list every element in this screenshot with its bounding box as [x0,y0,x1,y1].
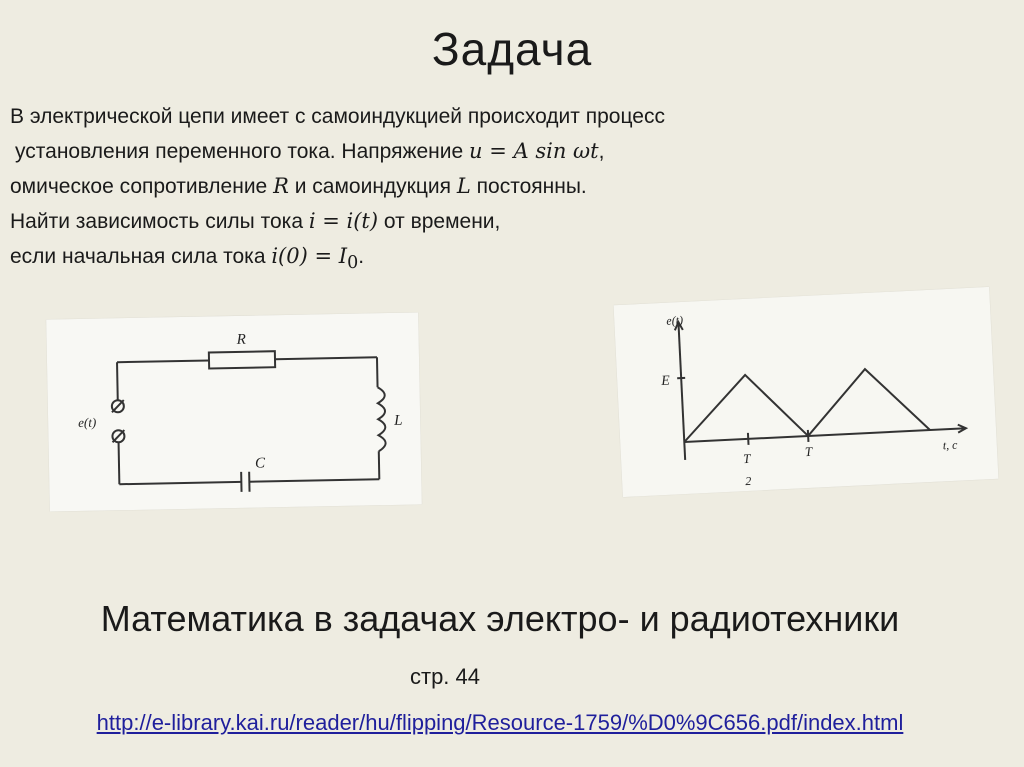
circuit-wire-left-top [117,362,118,400]
resistor-symbol [209,351,275,368]
source-link[interactable]: http://e-library.kai.ru/reader/hu/flipping/Resource-1759/%D0%9C656.pdf/index.html [96,710,904,735]
problem-line-4-end: от времени, [383,210,501,233]
half-period-label: T [742,450,751,467]
half-period-denominator: 2 [744,473,752,489]
sawtooth-waveform [681,366,930,442]
capacitor-label: C [254,455,266,472]
slide-title: Задача [431,23,593,75]
period-label: T [804,443,813,460]
voltage-axis [678,322,685,460]
tick-half-period [748,433,749,445]
problem-line-3 [10,169,890,204]
circuit-diagram [46,312,422,511]
circuit-wire-right-bottom [379,451,380,479]
problem-line-4-start: Найти зависимость силы тока [10,210,303,233]
problem-line-4 [10,204,890,239]
problem-line-5 [10,239,890,280]
initial-current-subscript: 0 [347,253,359,274]
circuit-wire-bottom-right [249,479,379,481]
circuit-wire-bottom-left [119,482,241,484]
problem-line-2-text: установления переменного тока. Напряжение [15,140,464,163]
current-formula: i = i(t) [308,209,379,233]
sawtooth-graph [614,287,999,497]
voltage-formula: u = A sin ωt [469,139,599,163]
problem-line-5-end: . [358,245,365,268]
problem-line-1: В электрической цепи имеет с самоиндукцией происходит процесс [10,105,665,128]
problem-line-3-start: омическое сопротивление [10,175,268,198]
page-reference: стр. 44 [410,664,481,689]
circuit-wire-left-bottom [119,442,120,484]
resistance-symbol: R [273,174,289,198]
circuit-wire-right-top [377,357,378,387]
circuit-diagram-image [46,312,422,511]
circuit-wire-top-right [275,357,377,359]
resistor-label: R [236,331,246,348]
e-level-label: E [660,373,671,390]
problem-line-2-end: , [598,140,605,163]
problem-line-3-end: постоянны. [476,175,587,198]
problem-line-5-start: если начальная сила тока [10,245,266,268]
inductance-symbol: L [456,174,471,198]
problem-statement [10,100,890,280]
inductor-label: L [394,412,403,429]
source-label: e(t) [78,414,97,430]
problem-line-3-mid: и самоиндукция [294,175,451,198]
circuit-wire-top-left [117,360,209,362]
graph-image [614,287,999,497]
initial-current-formula: i(0) = I [271,244,348,268]
book-title: Математика в задачах электро- и радиотехники [100,598,900,639]
inductor-symbol [378,387,386,451]
time-axis [684,428,966,442]
problem-line-2 [10,134,890,169]
y-axis-label: e(t) [666,312,684,328]
x-axis-label: t, c [942,437,958,453]
